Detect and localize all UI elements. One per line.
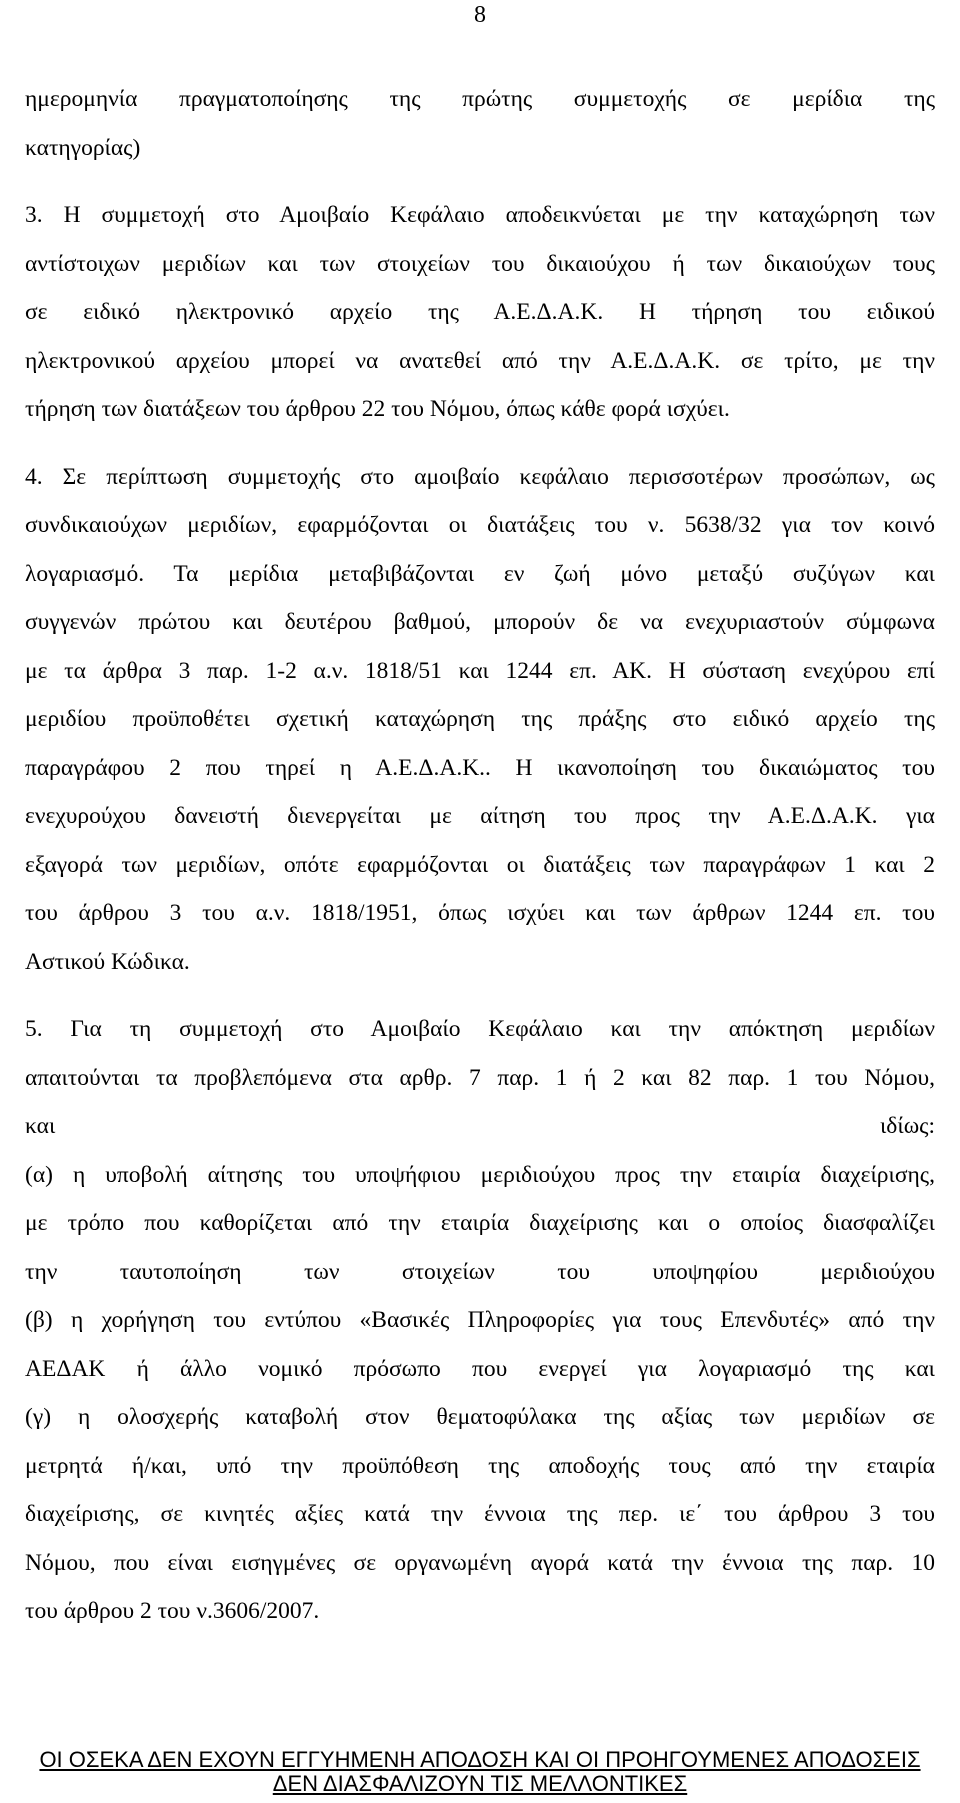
text-line: συνδικαιούχων μεριδίων, εφαρμόζονται οι διατάξεις του ν. 5638/32 για τον κοινό [25, 512, 935, 538]
text-line: με τρόπο που καθορίζεται από την εταιρία διαχείρισης και ο οποίος διασφαλίζει [25, 1210, 935, 1236]
disclaimer-line-2: ΔΕΝ ΔΙΑΣΦΑΛΙΖΟΥΝ ΤΙΣ ΜΕΛΛΟΝΤΙΚΕΣ [272, 1771, 688, 1796]
page-number: 8 [474, 2, 486, 28]
text-line: παραγράφου 2 που τηρεί η Α.Ε.Δ.Α.Κ.. Η ικανοποίηση του δικαιώματος του [25, 754, 935, 781]
paragraph [25, 1005, 935, 1636]
text-line: ημερομηνία πραγματοποίησης της πρώτης συμμετοχής σε μερίδια της [25, 86, 935, 112]
text-line: (γ) η ολοσχερής καταβολή στον θεματοφύλακα της αξίας των μεριδίων σε [25, 1404, 935, 1430]
disclaimer-footer [0, 1748, 960, 1796]
text-line: εξαγορά των μεριδίων, οπότε εφαρμόζονται οι διατάξεις των παραγράφων 1 και 2 [25, 851, 935, 878]
text-line: την ταυτοποίηση των στοιχείων του υποψηφίου μεριδιούχου [25, 1258, 935, 1285]
document-body [25, 75, 935, 1636]
paragraph [25, 191, 935, 434]
text-line: μετρητά ή/και, υπό την προϋπόθεση της αποδοχής τους από την εταιρία [25, 1452, 935, 1479]
disclaimer-line-1: ΟΙ ΟΣΕΚΑ ΔΕΝ ΕΧΟΥΝ ΕΓΓΥΗΜΕΝΗ ΑΠΟΔΟΣΗ ΚΑΙ ΟΙ ΠΡΟΗΓΟΥΜΕΝΕΣ ΑΠΟΔΟΣΕΙΣ [39, 1747, 921, 1772]
paragraph [25, 453, 935, 987]
text-line: ΑΕΔΑΚ ή άλλο νομικό πρόσωπο που ενεργεί για λογαριασμό της και [25, 1355, 935, 1382]
text-line: του άρθρου 2 του ν.3606/2007. [25, 1598, 320, 1624]
text-line: μεριδίου προϋποθέτει σχετική καταχώρηση της πράξης στο ειδικό αρχείο της [25, 706, 935, 732]
text-line: σε ειδικό ηλεκτρονικό αρχείο της Α.Ε.Δ.Α.Κ. Η τήρηση του ειδικού [25, 299, 935, 325]
text-line: Αστικού Κώδικα. [25, 948, 190, 975]
paragraph [25, 75, 935, 172]
text-line: διαχείρισης, σε κινητές αξίες κατά την έννοια της περ. ιε΄ του άρθρου 3 του [25, 1501, 935, 1527]
text-line: κατηγορίας) [25, 134, 141, 161]
text-line: 5. Για τη συμμετοχή στο Αμοιβαίο Κεφάλαιο και την απόκτηση μεριδίων [25, 1016, 935, 1042]
text-line: (α) η υποβολή αίτησης του υποψήφιου μεριδιούχου προς την εταιρία διαχείρισης, [25, 1161, 935, 1188]
text-line: ηλεκτρονικού αρχείου μπορεί να ανατεθεί από την Α.Ε.Δ.Α.Κ. σε τρίτο, με την [25, 347, 935, 374]
text-line: 3. Η συμμετοχή στο Αμοιβαίο Κεφάλαιο αποδεικνύεται με την καταχώρηση των [25, 202, 935, 228]
text-line: με τα άρθρα 3 παρ. 1-2 α.ν. 1818/51 και 1244 επ. ΑΚ. Η σύσταση ενεχύρου επί [25, 657, 935, 684]
text-line: Νόμου, που είναι εισηγμένες σε οργανωμένη αγορά κατά την έννοια της παρ. 10 [25, 1549, 935, 1576]
text-line: ενεχυρούχου δανειστή διενεργείται με αίτηση του προς την Α.Ε.Δ.Α.Κ. για [25, 803, 935, 829]
text-line: και ιδίως: [25, 1113, 935, 1139]
text-line: αντίστοιχων μεριδίων και των στοιχείων του δικαιούχου ή των δικαιούχων τους [25, 250, 935, 277]
text-line: συγγενών πρώτου και δευτέρου βαθμού, μπορούν δε να ενεχυριαστούν σύμφωνα [25, 609, 935, 635]
text-line: τήρηση των διατάξεων του άρθρου 22 του Νόμου, όπως κάθε φορά ισχύει. [25, 396, 730, 422]
text-line: 4. Σε περίπτωση συμμετοχής στο αμοιβαίο κεφάλαιο περισσοτέρων προσώπων, ως [25, 463, 935, 490]
text-line: λογαριασμό. Τα μερίδια μεταβιβάζονται εν ζωή μόνο μεταξύ συζύγων και [25, 560, 935, 587]
text-line: (β) η χορήγηση του εντύπου «Βασικές Πληροφορίες για τους Επενδυτές» από την [25, 1307, 935, 1333]
text-line: απαιτούνται τα προβλεπόμενα στα αρθρ. 7 παρ. 1 ή 2 και 82 παρ. 1 του Νόμου, [25, 1064, 935, 1091]
text-line: του άρθρου 3 του α.ν. 1818/1951, όπως ισχύει και των άρθρων 1244 επ. του [25, 900, 935, 926]
